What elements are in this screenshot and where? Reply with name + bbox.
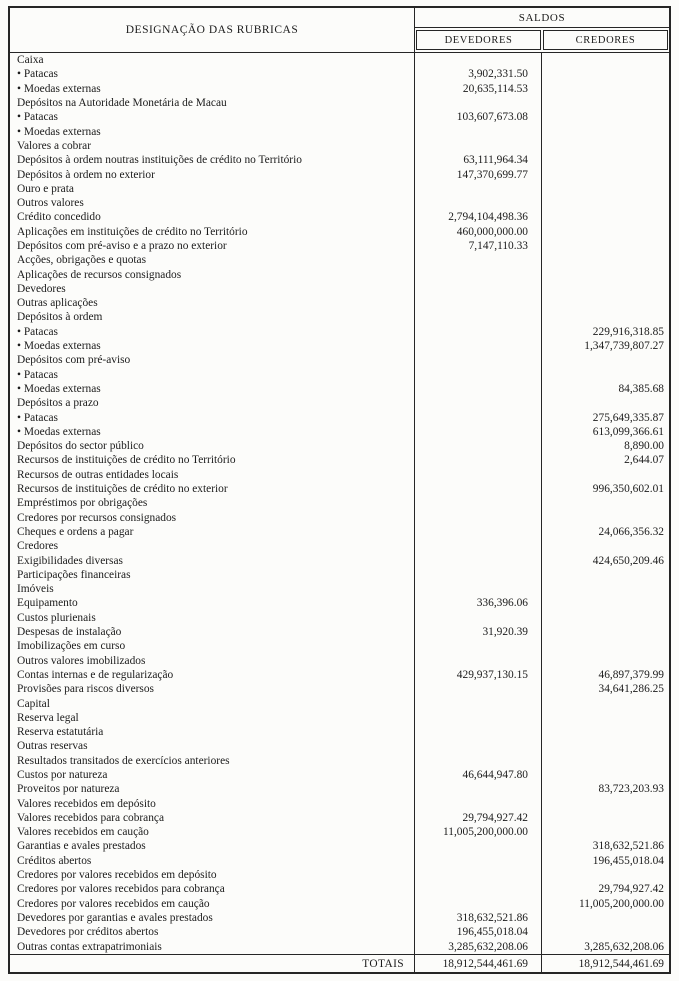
balance-table (8, 6, 671, 974)
table-row (10, 611, 669, 625)
row-devedores-value (415, 868, 542, 882)
row-credores-value (542, 611, 669, 625)
row-devedores-value (415, 339, 542, 353)
table-row (10, 796, 669, 810)
row-devedores-value (415, 511, 542, 525)
row-label: Depósitos à ordem noutras instituições de crédito no Território (10, 153, 415, 167)
row-devedores-value: 318,632,521.86 (415, 911, 542, 925)
row-devedores-value (415, 739, 542, 753)
row-devedores-value (415, 267, 542, 281)
table-row (10, 239, 669, 253)
table-row (10, 768, 669, 782)
row-devedores-value (415, 439, 542, 453)
row-label: Outras reservas (10, 739, 415, 753)
row-credores-value (542, 539, 669, 553)
table-row (10, 725, 669, 739)
table-row (10, 568, 669, 582)
row-devedores-value (415, 568, 542, 582)
row-devedores-value (415, 296, 542, 310)
row-label: Acções, obrigações e quotas (10, 253, 415, 267)
row-devedores-value (415, 468, 542, 482)
header-saldos-section (415, 8, 669, 52)
table-row (10, 839, 669, 853)
row-label: Valores a cobrar (10, 139, 415, 153)
row-devedores-value (415, 196, 542, 210)
row-label: Recursos de instituições de crédito no Território (10, 453, 415, 467)
row-label: Reserva estatutária (10, 725, 415, 739)
row-credores-value (542, 568, 669, 582)
row-devedores-value (415, 425, 542, 439)
row-label: • Moedas externas (10, 339, 415, 353)
row-credores-value: 196,455,018.04 (592, 854, 664, 867)
row-credores-value (542, 153, 669, 167)
row-credores-value (542, 196, 669, 210)
row-credores-value (542, 653, 669, 667)
row-label: Depósitos à ordem no exterior (10, 167, 415, 181)
header-saldos-cell (415, 8, 669, 28)
row-credores-value (542, 67, 669, 81)
row-label: Participações financeiras (10, 568, 415, 582)
row-label: Recursos de instituições de crédito no exterior (10, 482, 415, 496)
row-credores-value (542, 53, 669, 67)
table-row (10, 868, 669, 882)
row-label: Devedores por garantias e avales prestados (10, 911, 415, 925)
table-row (10, 596, 669, 610)
row-label: Devedores por créditos abertos (10, 925, 415, 939)
row-devedores-value (415, 525, 542, 539)
row-devedores-value (415, 139, 542, 153)
row-label: Aplicações em instituições de crédito no Território (10, 225, 415, 239)
row-devedores-value (415, 839, 542, 853)
row-credores-value (542, 296, 669, 310)
row-credores-value (542, 225, 669, 239)
table-row (10, 539, 669, 553)
row-devedores-value: 20,635,114.53 (415, 82, 542, 96)
row-label: Provisões para riscos diversos (10, 682, 415, 696)
row-devedores-value (415, 382, 542, 396)
row-credores-value (542, 754, 669, 768)
table-row (10, 196, 669, 210)
row-label: Credores (10, 539, 415, 553)
row-label: Depósitos na Autoridade Monetária de Macau (10, 96, 415, 110)
row-credores-value (542, 96, 669, 110)
row-devedores-value (415, 754, 542, 768)
row-credores-value (542, 253, 669, 267)
row-devedores-value: 336,396.06 (415, 596, 542, 610)
row-credores-value (542, 739, 669, 753)
row-devedores-value (415, 96, 542, 110)
row-credores-value: 46,897,379.99 (598, 668, 664, 681)
row-label: • Patacas (10, 67, 415, 81)
row-devedores-value (415, 639, 542, 653)
row-credores-value: 11,005,200,000.00 (578, 897, 664, 910)
row-devedores-value (415, 253, 542, 267)
row-label: Depósitos do sector público (10, 439, 415, 453)
row-devedores-value (415, 353, 542, 367)
row-credores-value (542, 511, 669, 525)
row-devedores-value: 29,794,927.42 (415, 811, 542, 825)
row-label: Outros valores imobilizados (10, 653, 415, 667)
row-devedores-value (415, 453, 542, 467)
table-row (10, 139, 669, 153)
row-credores-value (542, 625, 669, 639)
table-row (10, 210, 669, 224)
table-row (10, 682, 669, 696)
row-devedores-value (415, 796, 542, 810)
header-devedores-label: DEVEDORES (444, 34, 513, 46)
table-row (10, 754, 669, 768)
row-credores-value (542, 582, 669, 596)
row-label: Capital (10, 696, 415, 710)
row-label: Custos por natureza (10, 768, 415, 782)
table-row (10, 553, 669, 567)
row-label: Depósitos com pré-aviso (10, 353, 415, 367)
row-credores-value: 229,916,318.85 (592, 325, 664, 338)
header-saldos-label: SALDOS (518, 11, 566, 24)
row-credores-value (542, 825, 669, 839)
row-label: Custos plurienais (10, 611, 415, 625)
table-row (10, 382, 669, 396)
row-credores-value (542, 139, 669, 153)
row-label: Credores por valores recebidos em caução (10, 897, 415, 911)
row-devedores-value (415, 182, 542, 196)
row-credores-value (542, 124, 669, 138)
row-devedores-value (415, 368, 542, 382)
row-devedores-value (415, 53, 542, 67)
row-devedores-value (415, 897, 542, 911)
row-label: Recursos de outras entidades locais (10, 468, 415, 482)
row-label: Cheques e ordens a pagar (10, 525, 415, 539)
table-row (10, 739, 669, 753)
row-credores-value: 424,650,209.46 (592, 554, 664, 567)
row-label: Crédito concedido (10, 210, 415, 224)
table-row (10, 854, 669, 868)
row-label: Aplicações de recursos consignados (10, 267, 415, 281)
row-devedores-value (415, 882, 542, 896)
row-label: Credores por valores recebidos em depósito (10, 868, 415, 882)
row-credores-value: 1,347,739,807.27 (584, 340, 664, 353)
row-label: Resultados transitados de exercícios anteriores (10, 754, 415, 768)
table-row (10, 325, 669, 339)
row-devedores-value: 63,111,964.34 (415, 153, 542, 167)
row-credores-value (542, 239, 669, 253)
row-credores-value (542, 868, 669, 882)
row-credores-value (542, 167, 669, 181)
row-label: Exigibilidades diversas (10, 553, 415, 567)
row-label: Valores recebidos em depósito (10, 796, 415, 810)
totals-devedores-value: 18,912,544,461.69 (415, 955, 542, 972)
row-credores-value: 996,350,602.01 (592, 483, 664, 496)
table-row (10, 353, 669, 367)
table-row (10, 53, 669, 67)
row-label: • Moedas externas (10, 82, 415, 96)
row-credores-value (542, 368, 669, 382)
table-row (10, 668, 669, 682)
row-devedores-value (415, 696, 542, 710)
row-devedores-value (415, 325, 542, 339)
row-credores-value (542, 639, 669, 653)
row-label: • Patacas (10, 368, 415, 382)
table-row (10, 653, 669, 667)
row-devedores-value: 147,370,699.77 (415, 167, 542, 181)
row-devedores-value: 2,794,104,498.36 (415, 210, 542, 224)
row-credores-value (542, 310, 669, 324)
row-credores-value (542, 82, 669, 96)
row-label: Despesas de instalação (10, 625, 415, 639)
row-devedores-value: 460,000,000.00 (415, 225, 542, 239)
row-label: • Patacas (10, 410, 415, 424)
row-devedores-value: 46,644,947.80 (415, 768, 542, 782)
table-row (10, 282, 669, 296)
table-row (10, 82, 669, 96)
row-label: Ouro e prata (10, 182, 415, 196)
row-credores-value (542, 768, 669, 782)
row-label: Imobilizações em curso (10, 639, 415, 653)
row-credores-value (542, 711, 669, 725)
row-credores-value (542, 725, 669, 739)
totals-label: TOTAIS (10, 955, 415, 972)
table-row (10, 582, 669, 596)
row-label: • Patacas (10, 110, 415, 124)
table-row (10, 310, 669, 324)
table-row (10, 496, 669, 510)
table-row (10, 925, 669, 939)
row-credores-value: 29,794,927.42 (598, 883, 664, 896)
row-devedores-value: 429,937,130.15 (415, 668, 542, 682)
row-devedores-value (415, 653, 542, 667)
row-devedores-value (415, 124, 542, 138)
row-label: Depósitos com pré-aviso e a prazo no exterior (10, 239, 415, 253)
table-row (10, 110, 669, 124)
table-row (10, 339, 669, 353)
table-row (10, 482, 669, 496)
row-credores-value: 3,285,632,208.06 (584, 940, 664, 953)
row-credores-value (542, 210, 669, 224)
row-credores-value: 24,066,356.32 (598, 525, 664, 538)
totals-credores-value: 18,912,544,461.69 (578, 957, 664, 970)
table-row (10, 368, 669, 382)
header-subcolumns (415, 28, 669, 52)
row-credores-value (542, 182, 669, 196)
row-devedores-value: 196,455,018.04 (415, 925, 542, 939)
row-credores-value (542, 796, 669, 810)
row-credores-value: 34,641,286.25 (598, 683, 664, 696)
row-label: • Moedas externas (10, 382, 415, 396)
table-header (10, 8, 669, 53)
row-devedores-value (415, 682, 542, 696)
row-credores-value (542, 396, 669, 410)
row-label: Depósitos a prazo (10, 396, 415, 410)
table-row (10, 425, 669, 439)
table-row (10, 167, 669, 181)
row-credores-value (542, 811, 669, 825)
row-devedores-value (415, 711, 542, 725)
row-devedores-value: 3,285,632,208.06 (415, 939, 542, 953)
row-devedores-value (415, 854, 542, 868)
row-devedores-value (415, 282, 542, 296)
header-rubricas-cell (10, 8, 415, 52)
table-row (10, 468, 669, 482)
table-row (10, 825, 669, 839)
row-devedores-value (415, 310, 542, 324)
row-devedores-value (415, 410, 542, 424)
row-label: Imóveis (10, 582, 415, 596)
table-row (10, 96, 669, 110)
row-label: Caixa (10, 53, 415, 67)
row-label: Credores por valores recebidos para cobrança (10, 882, 415, 896)
header-rubricas-label: DESIGNAÇÃO DAS RUBRICAS (125, 24, 299, 36)
table-row (10, 410, 669, 424)
row-label: Empréstimos por obrigações (10, 496, 415, 510)
row-credores-value (542, 282, 669, 296)
row-devedores-value: 7,147,110.33 (415, 239, 542, 253)
row-credores-value (542, 353, 669, 367)
table-row (10, 396, 669, 410)
row-credores-value: 84,385.68 (618, 382, 664, 395)
table-row (10, 911, 669, 925)
row-credores-value (542, 911, 669, 925)
row-devedores-value: 103,607,673.08 (415, 110, 542, 124)
table-row (10, 939, 669, 953)
table-row (10, 67, 669, 81)
table-row (10, 153, 669, 167)
row-devedores-value (415, 782, 542, 796)
table-row (10, 267, 669, 281)
totals-row (10, 954, 669, 972)
row-credores-value: 8,890.00 (624, 440, 664, 453)
row-credores-value: 2,644.07 (624, 454, 664, 467)
row-label: Depósitos à ordem (10, 310, 415, 324)
table-row (10, 897, 669, 911)
row-credores-value: 275,649,335.87 (592, 411, 664, 424)
row-devedores-value (415, 482, 542, 496)
row-devedores-value (415, 611, 542, 625)
header-devedores-cell (416, 30, 541, 50)
row-credores-value: 613,099,366.61 (592, 425, 664, 438)
table-row (10, 811, 669, 825)
row-devedores-value: 3,902,331.50 (415, 67, 542, 81)
table-row (10, 711, 669, 725)
table-row (10, 253, 669, 267)
table-body (10, 53, 669, 954)
header-credores-cell (543, 30, 668, 50)
row-label: Créditos abertos (10, 854, 415, 868)
table-row (10, 296, 669, 310)
row-label: Outras contas extrapatrimoniais (10, 939, 415, 953)
row-credores-value (542, 496, 669, 510)
table-row (10, 439, 669, 453)
row-label: Reserva legal (10, 711, 415, 725)
table-row (10, 225, 669, 239)
row-label: Equipamento (10, 596, 415, 610)
row-devedores-value (415, 496, 542, 510)
table-row (10, 882, 669, 896)
table-row (10, 696, 669, 710)
row-credores-value (542, 696, 669, 710)
table-row (10, 782, 669, 796)
row-credores-value (542, 925, 669, 939)
row-credores-value (542, 267, 669, 281)
row-devedores-value (415, 725, 542, 739)
row-label: Valores recebidos em caução (10, 825, 415, 839)
row-label: Valores recebidos para cobrança (10, 811, 415, 825)
row-credores-value: 318,632,521.86 (592, 840, 664, 853)
table-row (10, 525, 669, 539)
row-label: Outras aplicações (10, 296, 415, 310)
row-label: Outros valores (10, 196, 415, 210)
row-label: Contas internas e de regularização (10, 668, 415, 682)
row-label: • Moedas externas (10, 124, 415, 138)
row-label: • Moedas externas (10, 425, 415, 439)
row-label: • Patacas (10, 325, 415, 339)
header-credores-label: CREDORES (575, 34, 636, 46)
table-row (10, 453, 669, 467)
row-devedores-value (415, 553, 542, 567)
table-row (10, 625, 669, 639)
table-row (10, 511, 669, 525)
row-credores-value: 83,723,203.93 (598, 783, 664, 796)
row-credores-value (542, 468, 669, 482)
row-label: Credores por recursos consignados (10, 511, 415, 525)
table-row (10, 182, 669, 196)
row-devedores-value (415, 539, 542, 553)
row-devedores-value: 31,920.39 (415, 625, 542, 639)
row-label: Proveitos por natureza (10, 782, 415, 796)
table-row (10, 639, 669, 653)
row-devedores-value: 11,005,200,000.00 (415, 825, 542, 839)
row-label: Garantias e avales prestados (10, 839, 415, 853)
table-row (10, 124, 669, 138)
row-devedores-value (415, 582, 542, 596)
row-credores-value (542, 596, 669, 610)
row-credores-value (542, 110, 669, 124)
row-devedores-value (415, 396, 542, 410)
row-label: Devedores (10, 282, 415, 296)
